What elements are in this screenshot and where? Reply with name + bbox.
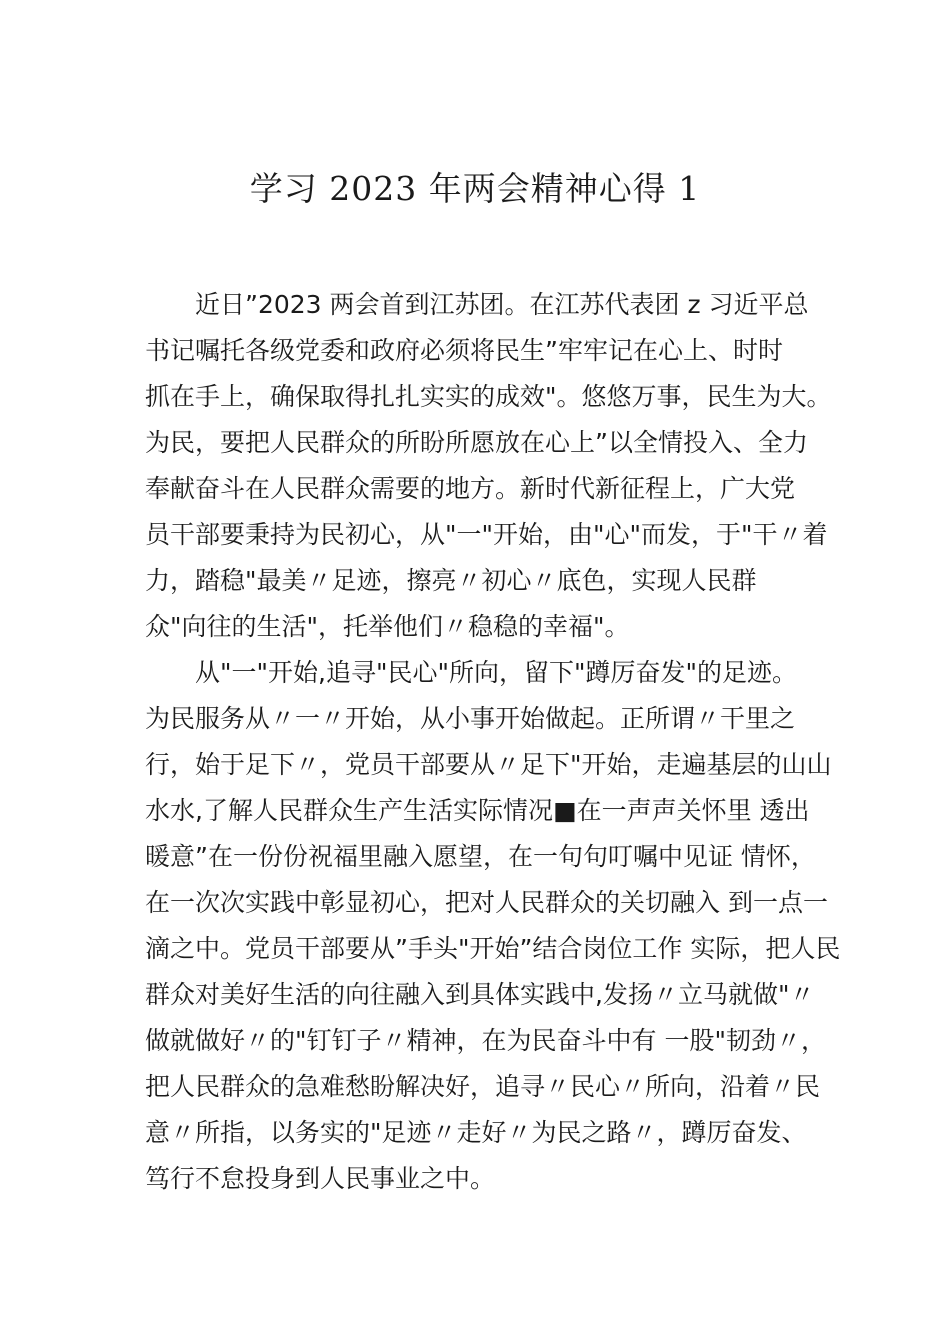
paragraph-line: 水水,了解人民群众生产生活实际情况■在一声声关怀里 透出 <box>145 796 810 825</box>
paragraph-line: 书记嘱托各级党委和政府必须将民生”牢牢记在心上、时时 <box>145 336 783 365</box>
paragraph-2 <box>145 650 841 1202</box>
paragraph-line: 员干部要秉持为民初心，从"一"开始，由"心"而发，于"干〃着 <box>145 520 828 549</box>
paragraph-1 <box>145 282 833 650</box>
paragraph-line: 滴之中。党员干部要从”手头"开始”结合岗位工作 实际，把人民 <box>145 934 841 963</box>
paragraph-line: 行，始于足下〃，党员干部要从〃足下"开始，走遍基层的山山 <box>145 750 832 779</box>
paragraph-line: 为民服务从〃一〃开始，从小事开始做起。正所谓〃干里之 <box>145 704 796 733</box>
paragraph-line: 意〃所指，以务实的"足迹〃走好〃为民之路〃，蹲厉奋发、 <box>145 1118 807 1147</box>
paragraph-line: 从"一"开始,追寻"民心"所向，留下"蹲厉奋发"的足迹。 <box>195 658 797 687</box>
paragraph-line: 近日”2023 两会首到江苏团。在江苏代表团 z 习近平总 <box>195 290 809 319</box>
paragraph-line: 奉献奋斗在人民群众需要的地方。新时代新征程上，广大党 <box>145 474 796 503</box>
paragraph-line: 笃行不怠投身到人民事业之中。 <box>145 1164 496 1193</box>
paragraph-line: 抓在手上，确保取得扎扎实实的成效"。悠悠万事，民生为大。 <box>145 382 832 411</box>
paragraph-line: 众"向往的生活"，托举他们〃稳稳的幸福"。 <box>145 612 630 641</box>
paragraph-line: 暖意”在一份份祝福里融入愿望，在一句句叮嘱中见证 情怀， <box>145 842 816 871</box>
paragraph-line: 做就做好〃的"钉钉子〃精神，在为民奋斗中有 一股"韧劲〃， <box>145 1026 826 1055</box>
paragraph-line: 在一次次实践中彰显初心，把对人民群众的关切融入 到一点一 <box>145 888 828 917</box>
paragraph-line: 群众对美好生活的向往融入到具体实践中,发扬〃立马就做"〃 <box>145 980 815 1009</box>
paragraph-line: 为民，要把人民群众的所盼所愿放在心上”以全情投入、全力 <box>145 428 808 457</box>
document-title: 学习 2023 年两会精神心得 1 <box>249 169 701 208</box>
paragraph-line: 把人民群众的急难愁盼解决好，追寻〃民心〃所向，沿着〃民 <box>145 1072 821 1101</box>
paragraph-line: 力，踏稳"最美〃足迹，擦亮〃初心〃底色，实现人民群 <box>145 566 757 595</box>
